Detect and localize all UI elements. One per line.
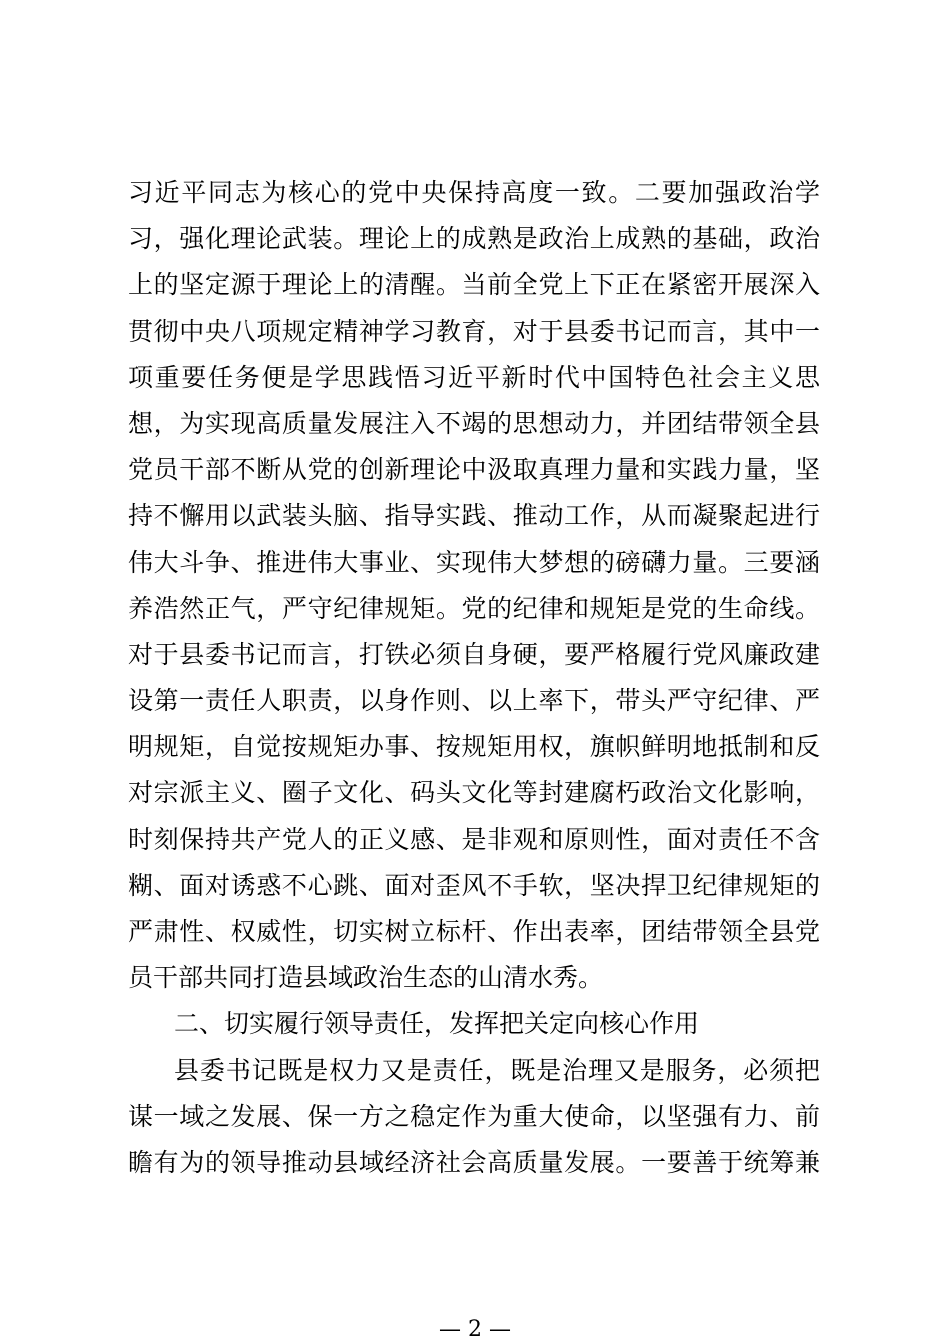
text-line: 对于县委书记而言，打铁必须自身硬，要严格履行党风廉政建 xyxy=(128,639,820,669)
page-number: — 2 — xyxy=(439,1317,511,1342)
text-line: 习，强化理论武装。理论上的成熟是政治上成熟的基础，政治 xyxy=(128,224,820,254)
text-line: 党员干部不断从党的创新理论中汲取真理力量和实践力量，坚 xyxy=(128,455,820,485)
paragraph xyxy=(128,1048,820,1187)
text-line: 设第一责任人职责，以身作则、以上率下，带头严守纪律、严 xyxy=(128,686,820,716)
text-line: 谋一域之发展、保一方之稳定作为重大使命，以坚强有力、前 xyxy=(128,1101,820,1131)
text-line: 习近平同志为核心的党中央保持高度一致。二要加强政治学 xyxy=(128,178,820,207)
text-line: 严肃性、权威性，切实树立标杆、作出表率，团结带领全县党 xyxy=(128,917,820,946)
text-line: 贯彻中央八项规定精神学习教育，对于县委书记而言，其中一 xyxy=(128,316,820,346)
text-line: 伟大斗争、推进伟大事业、实现伟大梦想的磅礴力量。三要涵 xyxy=(128,547,820,577)
text-line: 瞻有为的领导推动县域经济社会高质量发展。一要善于统筹兼 xyxy=(128,1147,820,1177)
section-heading-text: 二、切实履行领导责任，发挥把关定向核心作用 xyxy=(174,1009,700,1039)
section-heading xyxy=(128,1001,820,1047)
text-line: 糊、面对诱惑不心跳、面对歪风不手软，坚决捍卫纪律规矩的 xyxy=(128,870,820,900)
text-line: 明规矩，自觉按规矩办事、按规矩用权，旗帜鲜明地抵制和反 xyxy=(128,732,820,762)
paragraph xyxy=(128,170,820,1001)
text-line: 想，为实现高质量发展注入不竭的思想动力，并团结带领全县 xyxy=(128,408,820,438)
text-line: 持不懈用以武装头脑、指导实践、推动工作，从而凝聚起进行 xyxy=(128,501,820,531)
text-line: 对宗派主义、圈子文化、码头文化等封建腐朽政治文化影响， xyxy=(128,778,820,808)
text-line: 上的坚定源于理论上的清醒。当前全党上下正在紧密开展深入 xyxy=(128,270,820,300)
text-line: 县委书记既是权力又是责任，既是治理又是服务，必须把 xyxy=(174,1055,820,1085)
document-body xyxy=(128,170,820,1186)
text-line: 员干部共同打造县域政治生态的山清水秀。 xyxy=(128,963,604,993)
text-line: 时刻保持共产党人的正义感、是非观和原则性，面对责任不含 xyxy=(128,824,820,854)
text-line: 养浩然正气，严守纪律规矩。党的纪律和规矩是党的生命线。 xyxy=(128,593,820,623)
text-line: 项重要任务便是学思践悟习近平新时代中国特色社会主义思 xyxy=(128,362,820,392)
